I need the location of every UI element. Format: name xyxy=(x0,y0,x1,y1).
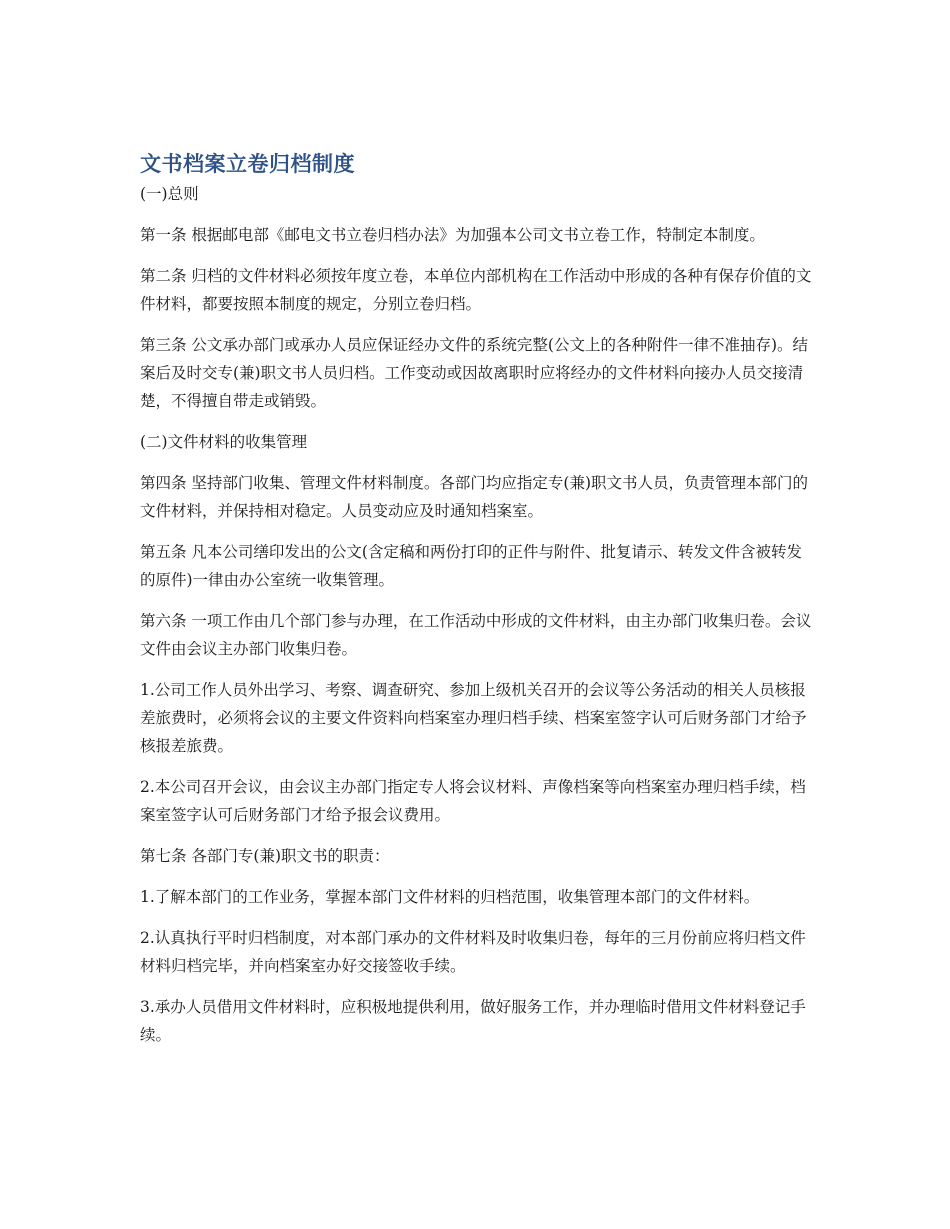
article-7: 第七条 各部门专(兼)职文书的职责： xyxy=(140,847,390,865)
article-5: 第五条 凡本公司缮印发出的公文(含定稿和两份打印的正件与附件、批复请示、转发文件含被转发的原件)一律由办公室统一收集管理。 xyxy=(140,543,802,589)
article-4: 第四条 坚持部门收集、管理文件材料制度。各部门均应指定专(兼)职文书人员，负责管理本部门的文件材料，并保持相对稳定。人员变动应及时通知档案室。 xyxy=(140,474,809,520)
article-7-item-3: 3.承办人员借用文件材料时，应积极地提供利用，做好服务工作，并办理临时借用文件材料登记手续。 xyxy=(140,998,806,1044)
article-6: 第六条 一项工作由几个部门参与办理，在工作活动中形成的文件材料，由主办部门收集归卷。会议文件由会议主办部门收集归卷。 xyxy=(140,612,812,658)
article-7-item-2: 2.认真执行平时归档制度，对本部门承办的文件材料及时收集归卷，每年的三月份前应将归档文件材料归档完毕，并向档案室办好交接签收手续。 xyxy=(140,929,806,975)
article-3: 第三条 公文承办部门或承办人员应保证经办文件的系统完整(公文上的各种附件一律不准抽存)。结案后及时交专(兼)职文书人员归档。工作变动或因故离职时应将经办的文件材料向接办人员交接清楚，不得擅自带走或销毁。 xyxy=(140,336,809,410)
article-6-item-2: 2.本公司召开会议，由会议主办部门指定专人将会议材料、声像档案等向档案室办理归档手续，档案室签字认可后财务部门才给予报会议费用。 xyxy=(140,778,806,824)
section-heading-general: (一)总则 xyxy=(140,185,199,203)
article-6-item-1: 1.公司工作人员外出学习、考察、调查研究、参加上级机关召开的会议等公务活动的相关人员核报差旅费时，必须将会议的主要文件资料向档案室办理归档手续、档案室签字认可后财务部门才给予核报差旅费。 xyxy=(140,681,807,755)
article-1: 第一条 根据邮电部《邮电文书立卷归档办法》为加强本公司文书立卷工作，特制定本制度。 xyxy=(140,226,765,244)
document-page xyxy=(140,148,815,1049)
document-title: 文书档案立卷归档制度 xyxy=(140,152,355,176)
article-7-item-1: 1.了解本部门的工作业务，掌握本部门文件材料的归档范围，收集管理本部门的文件材料。 xyxy=(140,888,760,906)
article-2: 第二条 归档的文件材料必须按年度立卷，本单位内部机构在工作活动中形成的各种有保存价值的文件材料，都要按照本制度的规定，分别立卷归档。 xyxy=(140,267,812,313)
section-heading-collection: (二)文件材料的收集管理 xyxy=(140,433,308,451)
